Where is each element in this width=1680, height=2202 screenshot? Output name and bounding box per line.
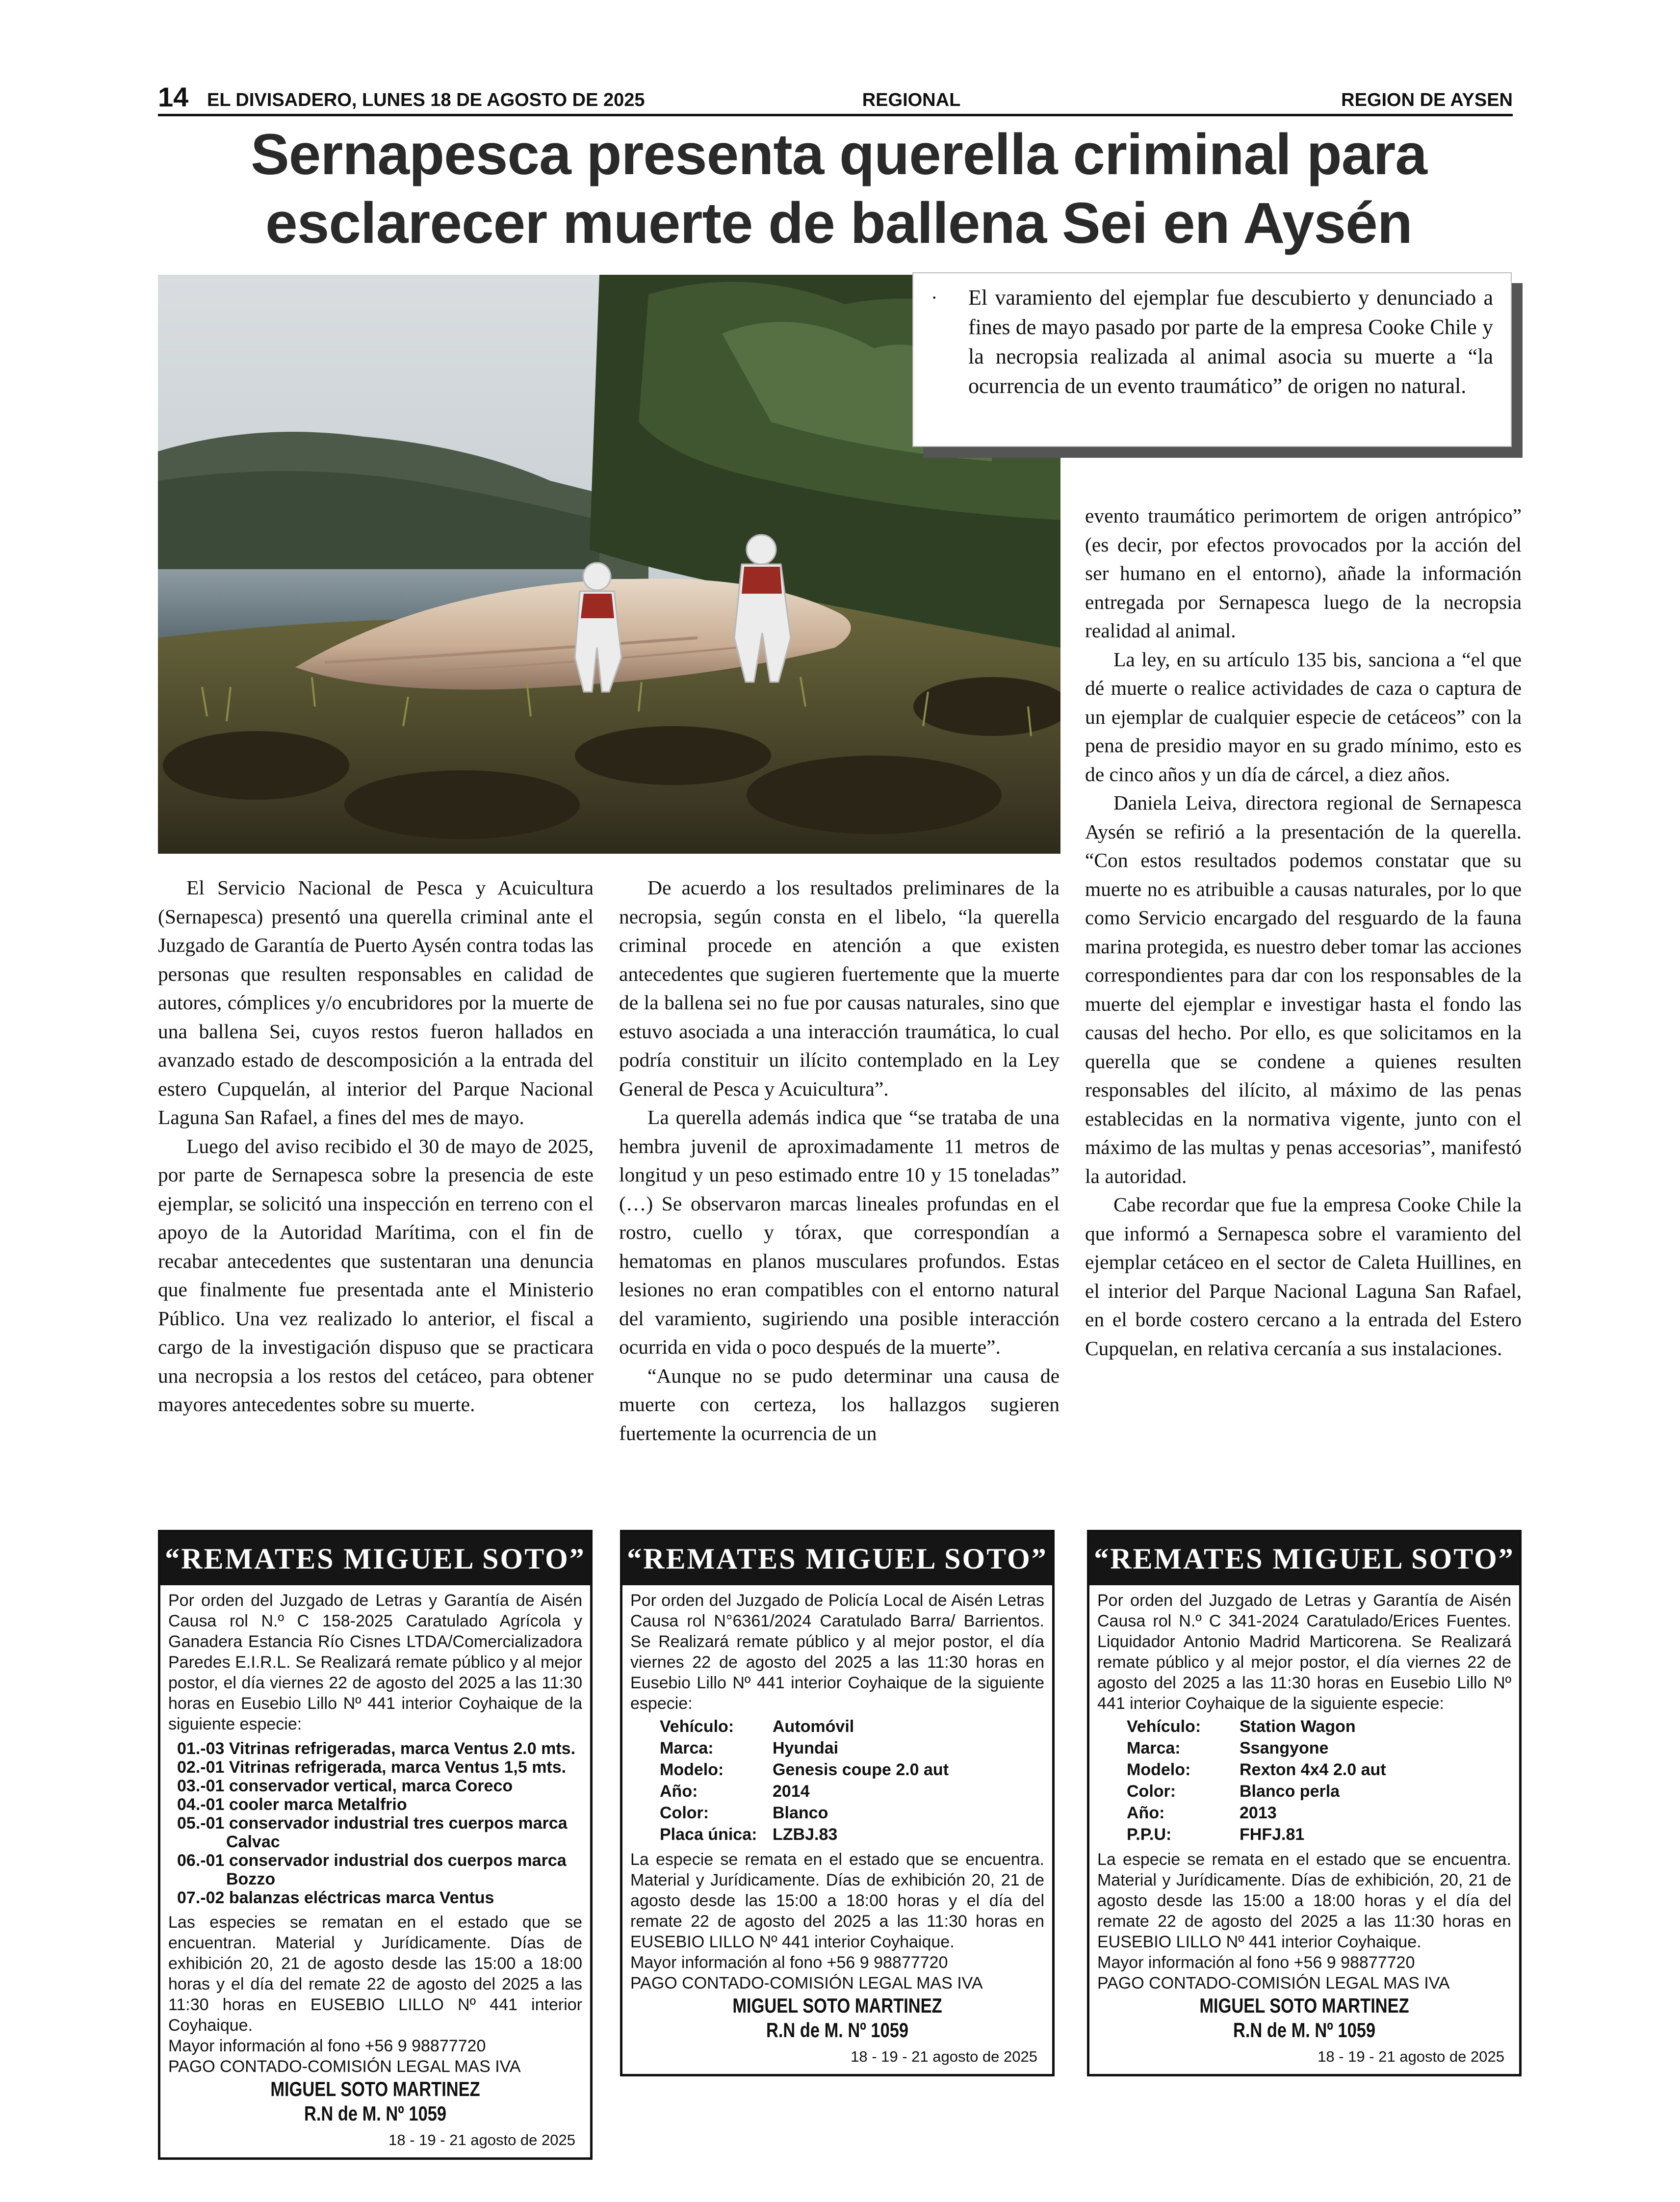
spec-key: Modelo: bbox=[1127, 1760, 1191, 1779]
article-paragraph: “Aunque no se pudo determinar una causa de muerte con certeza, los hallazgos sugieren fuertemente la ocurrencia de un bbox=[619, 1364, 1060, 1444]
ad-spec-row bbox=[1127, 1802, 1511, 1824]
ad-item: 02.-01 Vitrinas refrigerada, marca Ventus 1,5 mts. bbox=[177, 1758, 567, 1777]
headline-line-2: esclarecer muerte de ballena Sei en Aysén bbox=[265, 191, 1412, 256]
publication-dateline: EL DIVISADERO, LUNES 18 DE AGOSTO DE 2025 bbox=[207, 90, 645, 110]
ad-item: 01.-03 Vitrinas refrigeradas, marca Ventus 2.0 mts. bbox=[177, 1739, 576, 1758]
article-column-3 bbox=[1085, 501, 1522, 1363]
spec-value: 2013 bbox=[1240, 1804, 1277, 1822]
ad-title: “REMATES MIGUEL SOTO” bbox=[622, 1532, 1052, 1585]
ad-item: 04.-01 cooler marca Metalfrio bbox=[177, 1795, 407, 1814]
ad-spec-row bbox=[1127, 1759, 1511, 1781]
ad-signer: MIGUEL SOTO MARTINEZ bbox=[732, 1994, 942, 2017]
pull-quote: El varamiento del ejemplar fue descubierto y denunciado a fines de mayo pasado por parte de la empresa Cooke Chile y la necropsia realizada al animal asocia su muerte a “la ocurrencia de un evento traumático” de origen no natural. bbox=[968, 286, 1493, 398]
article-paragraph: evento traumático perimortem de origen antrópico” (es decir, por efectos provocados por la acción del ser humano en el entorno), añade la información entregada por Sernapesca luego de la necropsia realidad al animal. bbox=[1085, 504, 1522, 642]
ad-intro: Por orden del Juzgado de Policía Local de Aisén Letras Causa rol N°6361/2024 Caratulado Barra/ Barrientos. Se Realizará remate público y al mejor postor, el día viernes 22 de agosto del 2025 a las 11:30 horas en Eusebio Lillo Nº 441 interior Coyhaique de la siguiente especie: bbox=[630, 1591, 1044, 1713]
article-column-1 bbox=[158, 873, 594, 1419]
spec-value: 2014 bbox=[773, 1782, 810, 1801]
article-paragraph: La querella además indica que “se trataba de una hembra juvenil de aproximadamente 11 metros de longitud y un peso estimado entre 10 y 15 toneladas” (…) Se observaron marcas lineales profundas en el rostro, cuello y tórax, que correspondían a hematomas en planos musculares profundos. Estas lesiones no eran compatibles con el entorno natural del varamiento, sugiriendo una posible interacción ocurrida en vida o poco después de la muerte”. bbox=[619, 1106, 1060, 1358]
article-paragraph: La ley, en su artículo 135 bis, sanciona a “el que dé muerte o realice actividades de caza o captura de un ejemplar de cualquier especie de cetáceos” con la pena de presidio mayor en su grado mínimo, esto es de cinco años y un día de cárcel, a diez años. bbox=[1085, 648, 1522, 786]
auction-ad-3 bbox=[1087, 1530, 1522, 2076]
spec-value: Hyundai bbox=[773, 1739, 839, 1757]
page-number: 14 bbox=[158, 81, 189, 112]
spec-key: Marca: bbox=[1127, 1739, 1181, 1757]
ad-signer: MIGUEL SOTO MARTINEZ bbox=[1199, 1994, 1409, 2017]
ad-title: “REMATES MIGUEL SOTO” bbox=[1089, 1532, 1519, 1585]
ad-intro: Por orden del Juzgado de Letras y Garantía de Aisén Causa rol N.º C 341-2024 Caratulado/Erices Fuentes. Liquidador Antonio Madrid Marticorena. Se Realizará remate público y al mejor postor, el día viernes 22 de agosto del 2025 a las 11:30 horas en Eusebio Lillo Nº 441 interior Coyhaique de la siguiente especie: bbox=[1097, 1591, 1511, 1713]
ad-item: 03.-01 conservador vertical, marca Coreco bbox=[177, 1777, 513, 1795]
auction-ad-1 bbox=[158, 1530, 593, 2160]
region-label: REGION DE AYSEN bbox=[1341, 90, 1513, 110]
article-paragraph: De acuerdo a los resultados preliminares de la necropsia, según consta en el libelo, “la querella criminal procede en atención a que existen antecedentes que sugieren fuertemente que la muerte de la ballena sei no fue por causas naturales, sino que estuvo asociada a una interacción traumática, lo cual podría constituir un ilícito contemplado en la Ley General de Pesca y Acuicultura”. bbox=[619, 876, 1060, 1100]
spec-key: Color: bbox=[1127, 1782, 1176, 1801]
ad-dates: 18 - 19 - 21 agosto de 2025 bbox=[388, 2131, 575, 2149]
spec-key: Marca: bbox=[660, 1739, 714, 1757]
ad-phone: Mayor información al fono +56 9 98877720 bbox=[168, 2037, 486, 2055]
spec-value: Ssangyone bbox=[1240, 1739, 1329, 1757]
ad-item: 07.-02 balanzas eléctricas marca Ventus bbox=[177, 1888, 494, 1907]
ad-payment: PAGO CONTADO-COMISIÓN LEGAL MAS IVA bbox=[168, 2057, 521, 2076]
ad-payment: PAGO CONTADO-COMISIÓN LEGAL MAS IVA bbox=[1097, 1974, 1450, 1992]
ad-spec-row bbox=[1127, 1716, 1511, 1737]
article-paragraph: Daniela Leiva, directora regional de Sernapesca Aysén se refirió a la presentación de la querella. “Con estos resultados podemos constatar que su muerte no es atribuible a causas naturales, por lo que como Servicio encargado del resguardo de la fauna marina protegida, es nuestro deber tomar las acciones correspondientes para dar con los responsables de la muerte del ejemplar e investigar hasta el fondo las causas del hecho. Por ello, es que solicitamos en la querella que se condene a quienes resulten responsables del ilícito, al máximo de las penas establecidas en la normativa vigente, junto con el máximo de las multas y penas accesorias”, manifestó la autoridad. bbox=[1085, 791, 1522, 1187]
article-column-2 bbox=[619, 873, 1060, 1447]
ad-registry: R.N de M. Nº 1059 bbox=[766, 2018, 909, 2042]
auction-ad-2 bbox=[620, 1530, 1055, 2076]
ad-spec-row bbox=[1127, 1824, 1511, 1845]
spec-key: Año: bbox=[1127, 1804, 1165, 1822]
pull-quote-box bbox=[912, 272, 1512, 447]
ad-item-list bbox=[177, 1739, 582, 1907]
ad-closing: La especie se remata en el estado que se encuentra. Material y Jurídicamente. Días de exhibición, 20, 21 de agosto desde las 15:00 a 18:00 horas y el día del remate 22 de agosto del 2025 a las 11:30 horas en EUSEBIO LILLO Nº 441 interior Coyhaique. bbox=[1097, 1850, 1511, 1951]
ad-item: 06.-01 conservador industrial dos cuerpos marca bbox=[177, 1851, 567, 1870]
spec-value: Rexton 4x4 2.0 aut bbox=[1240, 1760, 1386, 1779]
section-label: REGIONAL bbox=[862, 90, 961, 110]
ad-signer: MIGUEL SOTO MARTINEZ bbox=[270, 2077, 480, 2100]
ad-phone: Mayor información al fono +56 9 98877720 bbox=[1097, 1953, 1415, 1972]
article-paragraph: Cabe recordar que fue la empresa Cooke Chile la que informó a Sernapesca sobre el varamiento del ejemplar cetáceo en el sector de Caleta Huillines, en el interior del Parque Nacional Laguna San Rafael, en el borde costero cercano a la entrada del Estero Cupquelan, en relativa cercanía a sus instalaciones. bbox=[1085, 1193, 1522, 1360]
ad-intro: Por orden del Juzgado de Letras y Garantía de Aisén Causa rol N.º C 158-2025 Caratulado Agrícola y Ganadera Estancia Río Cisnes LTDA/Comercializadora Paredes E.I.R.L. Se Realizará remate público y al mejor postor, el día viernes 22 de agosto del 2025 a las 11:30 horas en Eusebio Lillo Nº 441 interior Coyhaique de la siguiente especie: bbox=[168, 1591, 582, 1733]
spec-value: Station Wagon bbox=[1240, 1717, 1356, 1736]
ad-item: Calvac bbox=[226, 1833, 280, 1851]
spec-value: Genesis coupe 2.0 aut bbox=[773, 1760, 949, 1779]
ad-item: 05.-01 conservador industrial tres cuerpos marca bbox=[177, 1814, 568, 1833]
spec-key: Color: bbox=[660, 1804, 709, 1822]
ad-spec-list bbox=[660, 1716, 1044, 1845]
headline-line-1: Sernapesca presenta querella criminal para bbox=[251, 122, 1427, 187]
ad-spec-row bbox=[1127, 1737, 1511, 1759]
pull-quote-bullet: · bbox=[931, 287, 938, 309]
spec-value: Automóvil bbox=[773, 1717, 854, 1736]
ad-phone: Mayor información al fono +56 9 98877720 bbox=[630, 1953, 948, 1972]
article-paragraph: El Servicio Nacional de Pesca y Acuicultura (Sernapesca) presentó una querella criminal ante el Juzgado de Garantía de Puerto Aysén contra todas las personas que resulten responsables en calidad de autores, cómplices y/o encubridores por la muerte de una ballena Sei, cuyos restos fueron hallados en avanzado estado de descomposición a la entrada del estero Cupquelán, al interior del Parque Nacional Laguna San Rafael, a fines del mes de mayo. bbox=[158, 876, 594, 1128]
spec-value: Blanco perla bbox=[1240, 1782, 1340, 1801]
article-paragraph: Luego del aviso recibido el 30 de mayo de 2025, por parte de Sernapesca sobre la presencia de este ejemplar, se solicitó una inspección en terreno con el apoyo de la Autoridad Marítima, con el fin de recabar antecedentes que sustentaran una denuncia que finalmente fue presentada ante el Ministerio Público. Una vez realizado lo anterior, el fiscal a cargo de la investigación dispuso que se practicara una necropsia a los restos del cetáceo, para obtener mayores antecedentes sobre su muerte. bbox=[158, 1134, 594, 1416]
spec-key: P.P.U: bbox=[1127, 1825, 1172, 1844]
ad-closing: Las especies se rematan en el estado que se encuentran. Material y Jurídicamente. Días de exhibición 20, 21 de agosto desde las 15:00 a 18:00 horas y el día del remate 22 de agosto del 2025 a las 11:30 horas en EUSEBIO LILLO Nº 441 interior Coyhaique. bbox=[168, 1913, 582, 2035]
spec-value: Blanco bbox=[773, 1804, 828, 1822]
ad-dates: 18 - 19 - 21 agosto de 2025 bbox=[1318, 2048, 1504, 2065]
ad-spec-list bbox=[1127, 1716, 1511, 1845]
ad-title: “REMATES MIGUEL SOTO” bbox=[160, 1532, 590, 1585]
spec-key: Año: bbox=[660, 1782, 698, 1801]
headline bbox=[162, 120, 1516, 258]
spec-value: LZBJ.83 bbox=[773, 1825, 838, 1844]
ad-registry: R.N de M. Nº 1059 bbox=[304, 2102, 447, 2125]
ad-spec-row bbox=[1127, 1781, 1511, 1802]
ad-spec-row bbox=[660, 1824, 1044, 1845]
ad-spec-row bbox=[660, 1802, 1044, 1824]
ad-payment: PAGO CONTADO-COMISIÓN LEGAL MAS IVA bbox=[630, 1974, 983, 1992]
spec-key: Modelo: bbox=[660, 1760, 724, 1779]
ad-spec-row bbox=[660, 1781, 1044, 1802]
ad-registry: R.N de M. Nº 1059 bbox=[1233, 2018, 1376, 2042]
spec-key: Vehículo: bbox=[660, 1717, 734, 1736]
page-header bbox=[158, 79, 1513, 116]
ad-spec-row bbox=[660, 1759, 1044, 1781]
ad-dates: 18 - 19 - 21 agosto de 2025 bbox=[851, 2048, 1037, 2065]
ad-closing: La especie se remata en el estado que se encuentra. Material y Jurídicamente. Días de exhibición 20, 21 de agosto desde las 15:00 a 18:00 horas y el día del remate 22 de agosto del 2025 a las 11:30 horas en EUSEBIO LILLO Nº 441 interior Coyhaique. bbox=[630, 1850, 1044, 1951]
spec-value: FHFJ.81 bbox=[1240, 1825, 1305, 1844]
spec-key: Placa única: bbox=[660, 1825, 757, 1844]
ad-spec-row bbox=[660, 1737, 1044, 1759]
ad-item: Bozzo bbox=[226, 1870, 276, 1888]
spec-key: Vehículo: bbox=[1127, 1717, 1201, 1736]
ad-spec-row bbox=[660, 1716, 1044, 1737]
